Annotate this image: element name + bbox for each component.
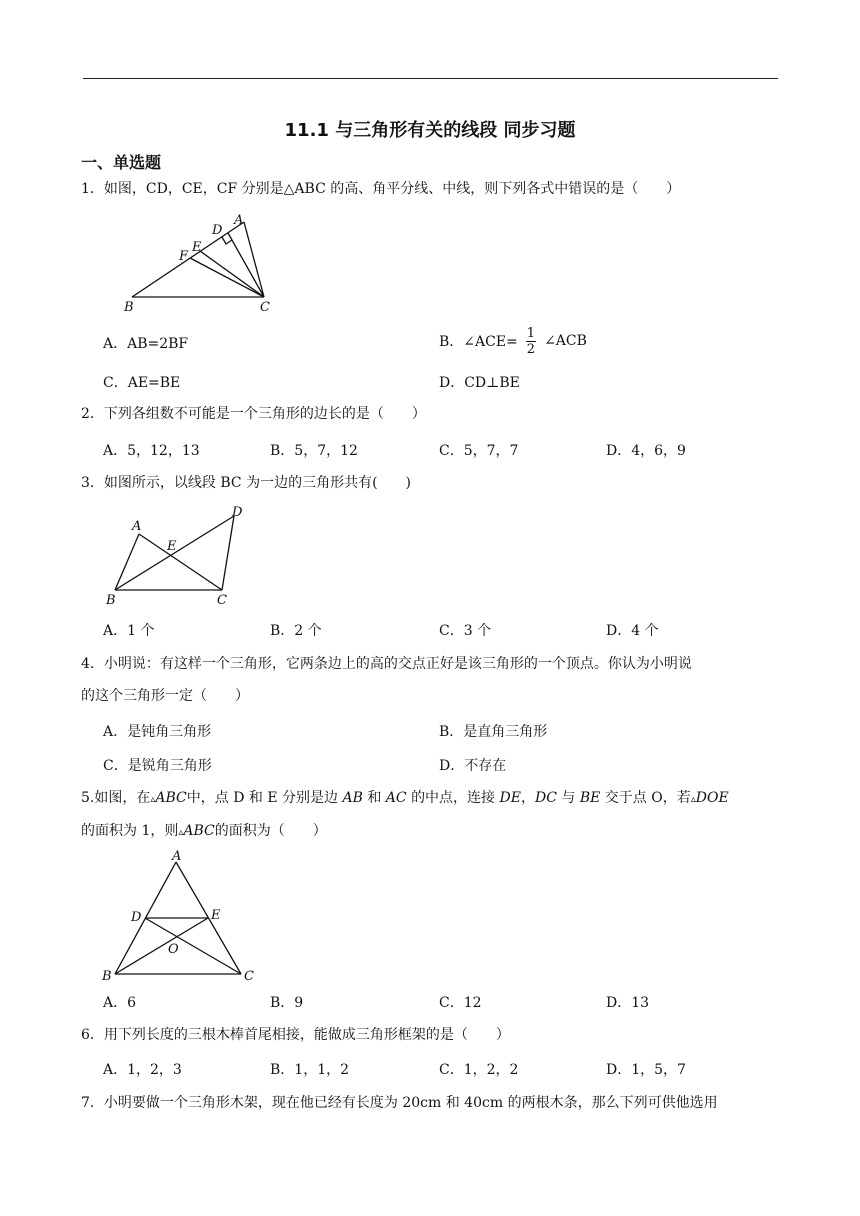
q3-label-d: D: [232, 505, 243, 520]
q5-option-d: D．13: [606, 995, 650, 1011]
q5-math: AC: [385, 790, 407, 806]
q5-text: 和: [367, 790, 382, 806]
q5-text: 的面积为（ ）: [214, 823, 327, 839]
page-title: 11.1 与三角形有关的线段 同步习题: [284, 120, 576, 141]
header-rule: [83, 78, 778, 79]
triangle-symbol: ▵: [150, 794, 156, 805]
q5-label-c: C: [244, 969, 254, 984]
q5-text: 的面积为 1，则: [81, 823, 179, 839]
q6-option-d: D．1，5，7: [606, 1062, 686, 1078]
question-6-stem: 6．用下列长度的三根木棒首尾相接，能做成三角形框架的是（ ）: [81, 1027, 510, 1043]
q2-option-c: C．5，7，7: [439, 443, 519, 459]
q3-option-b: B．2 个: [270, 623, 322, 639]
question-1-stem: 1．如图，CD，CE，CF 分别是△ABC 的高、角平分线、中线，则下列各式中错误的是（ ）: [81, 181, 681, 197]
q3-label-e: E: [167, 539, 177, 554]
question-5-figure: [98, 846, 268, 984]
question-5-stem-line-2: [81, 821, 327, 843]
q1-option-b-fraction: [526, 326, 536, 357]
q5-math: BE: [579, 790, 601, 806]
q3-option-c: C．3 个: [439, 623, 492, 639]
q1-label-d: D: [212, 223, 223, 238]
q5-label-o: O: [168, 942, 179, 957]
fraction-denominator: 2: [526, 341, 536, 357]
q1-option-c: C．AE=BE: [103, 375, 181, 391]
q2-option-d: D．4，6，9: [606, 443, 686, 459]
q3-option-a: A．1 个: [103, 623, 155, 639]
q1-label-a: A: [234, 213, 244, 228]
q5-label-b: B: [102, 969, 112, 984]
q3-label-c: C: [217, 593, 227, 608]
question-2-stem: 2．下列各组数不可能是一个三角形的边长的是（ ）: [81, 406, 426, 422]
q2-option-b: B．5，7，12: [270, 443, 358, 459]
q4-option-d: D．不存在: [439, 758, 507, 774]
question-4-stem-line-2: 的这个三角形一定（ ）: [81, 688, 249, 704]
q5-math: DOE: [695, 790, 729, 806]
q5-label-a: A: [172, 849, 182, 864]
triangle-symbol: ▵: [178, 827, 184, 838]
q1-label-c: C: [260, 300, 270, 315]
q1-option-b-suffix: ∠ACB: [544, 333, 587, 349]
q1-label-f: F: [179, 249, 189, 264]
q1-option-a: A．AB=2BF: [103, 336, 189, 352]
q3-label-b: B: [106, 593, 116, 608]
q1-option-b-prefix: B．∠ACE=: [439, 334, 518, 350]
question-1-figure: [118, 208, 288, 316]
q4-option-c: C．是锐角三角形: [103, 758, 212, 774]
q3-option-d: D．4 个: [606, 623, 659, 639]
q6-option-a: A．1，2，3: [103, 1062, 182, 1078]
q5-text: ，: [520, 790, 535, 806]
q5-option-a: A．6: [103, 995, 137, 1011]
q5-label-e: E: [211, 908, 221, 923]
q4-option-a: A．是钝角三角形: [103, 724, 212, 740]
q6-option-c: C．1，2，2: [439, 1062, 519, 1078]
q1-option-d: D．CD⊥BE: [439, 375, 520, 391]
q1-option-b: [439, 321, 587, 361]
q2-option-a: A．5，12，13: [103, 443, 200, 459]
q1-label-b: B: [124, 300, 134, 315]
q5-label-d: D: [131, 910, 142, 925]
q6-option-b: B．1，1，2: [270, 1062, 350, 1078]
q5-text: 交于点 O，若: [604, 790, 691, 806]
section-heading: 一、单选题: [81, 153, 162, 172]
q5-option-b: B．9: [270, 995, 304, 1011]
q5-option-c: C．12: [439, 995, 482, 1011]
question-7-stem: 7．小明要做一个三角形木架，现在他已经有长度为 20cm 和 40cm 的两根木条，那么下列可供他选用: [81, 1095, 718, 1111]
q5-text: 5.如图，在: [81, 790, 151, 806]
q5-text: 中，点 D 和 E 分别是边: [186, 790, 339, 806]
q5-math: DC: [534, 790, 557, 806]
q4-option-b: B．是直角三角形: [439, 724, 548, 740]
q5-math: AB: [342, 790, 363, 806]
q5-math: DE: [499, 790, 521, 806]
q3-label-a: A: [132, 519, 142, 534]
question-4-stem-line-1: 4．小明说：有这样一个三角形，它两条边上的高的交点正好是该三角形的一个顶点。你认为小明说: [81, 656, 692, 672]
question-3-stem: 3．如图所示，以线段 BC 为一边的三角形共有( ): [81, 475, 411, 491]
q5-text: 与: [561, 790, 576, 806]
fraction-numerator: 1: [526, 325, 536, 341]
q5-math: ABC: [155, 790, 187, 806]
triangle-symbol: ▵: [690, 794, 696, 805]
q1-label-e: E: [192, 240, 202, 255]
q5-text: 的中点，连接: [411, 790, 496, 806]
q5-math: ABC: [183, 823, 215, 839]
question-5-stem-line-1: [81, 788, 729, 810]
question-3-figure: [100, 502, 252, 610]
